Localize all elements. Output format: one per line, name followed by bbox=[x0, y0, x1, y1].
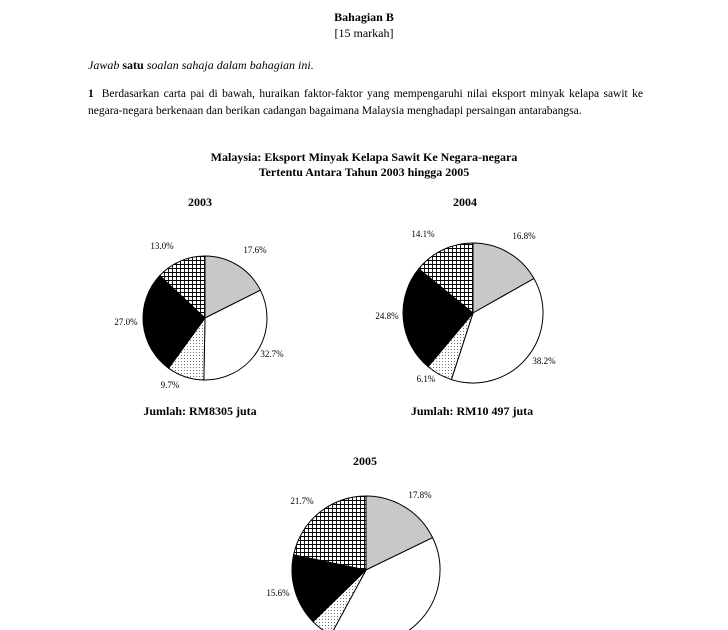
figure-title-line2: Tertentu Antara Tahun 2003 hingga 2005 bbox=[258, 165, 470, 179]
chart-2003-total: Jumlah: RM8305 juta bbox=[143, 404, 257, 418]
slice-label: 24.8% bbox=[375, 311, 399, 321]
slice-label: 17.8% bbox=[408, 490, 432, 500]
slice-label: 9.7% bbox=[160, 380, 180, 390]
slice-label: 16.8% bbox=[512, 231, 536, 241]
slice-label: 38.2% bbox=[532, 356, 556, 366]
instruction-post: soalan sahaja dalam bahagian ini. bbox=[143, 58, 314, 72]
figure-title-line1: Malaysia: Eksport Minyak Kelapa Sawit Ke Negara-negara bbox=[210, 150, 518, 164]
slice-label: 6.1% bbox=[416, 374, 436, 384]
chart-2005-title: 2005 bbox=[353, 454, 377, 468]
question-number: 1 bbox=[88, 88, 94, 100]
chart-2003-title: 2003 bbox=[188, 195, 212, 209]
chart-2004-total: Jumlah: RM10 497 juta bbox=[410, 404, 534, 418]
instruction-bold: satu bbox=[122, 58, 144, 72]
slice-label: 15.6% bbox=[266, 588, 290, 598]
slice-label: 13.0% bbox=[150, 241, 174, 251]
slice-label: 27.0% bbox=[114, 317, 138, 327]
question-text: Berdasarkan carta pai di bawah, huraikan faktor-faktor yang mempengaruhi nilai eksport minyak kelapa sawit ke negara-negara berkenaan dan berikan cadangan bagaimana Malaysia menghadapi persaingan antarabangsa. bbox=[88, 88, 643, 117]
slice-label: 14.1% bbox=[411, 229, 435, 239]
slice-label: 17.6% bbox=[243, 245, 267, 255]
chart-2004-title: 2004 bbox=[453, 195, 477, 209]
instruction-pre: Jawab bbox=[88, 58, 123, 72]
marks-text: [15 markah] bbox=[334, 26, 394, 40]
slice-label: 21.7% bbox=[290, 496, 314, 506]
slice-label: 32.7% bbox=[260, 349, 284, 359]
section-heading: Bahagian B bbox=[334, 10, 394, 24]
